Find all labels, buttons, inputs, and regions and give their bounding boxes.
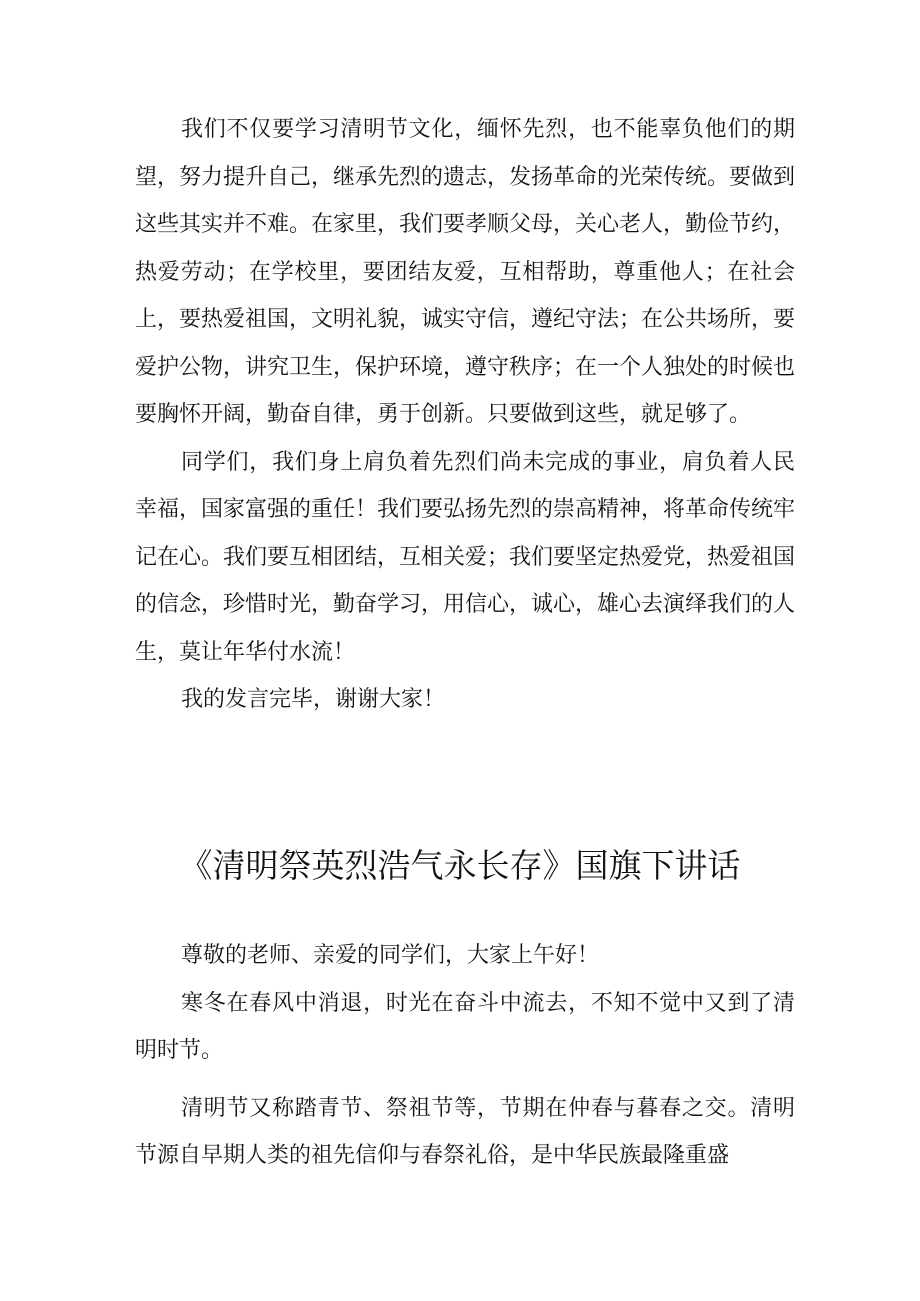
- body-paragraph-qingming-origin: 清明节又称踏青节、祭祖节等，节期在仲春与暮春之交。清明节源自早期人类的祖先信仰与春祭礼俗，是中华民族最隆重盛: [135, 1095, 795, 1168]
- speech-closing-section: [135, 106, 795, 724]
- speech-opening-section: [135, 932, 795, 1180]
- body-paragraph-shoulder-duty: 同学们，我们身上肩负着先烈们尚未完成的事业，肩负着人民幸福，国家富强的重任！我们要弘扬先烈的崇高精神，将革命传统牢记在心。我们要互相团结，互相关爱；我们要坚定热爱党，热爱祖国的信念，珍惜时光，勤奋学习，用信心，诚心，雄心去演绎我们的人生，莫让年华付水流！: [135, 449, 796, 665]
- body-paragraph-inherit-legacy: 我们不仅要学习清明节文化，缅怀先烈，也不能辜负他们的期望，努力提升自己，继承先烈的遗志，发扬革命的光荣传统。要做到这些其实并不难。在家里，我们要孝顺父母，关心老人，勤俭节约，热爱劳动；在学校里，要团结友爱，互相帮助，尊重他人；在社会上，要热爱祖国，文明礼貌，诚实守信，遵纪守法；在公共场所，要爱护公物，讲究卫生，保护环境，遵守秩序；在一个人独处的时候也要胸怀开阔，勤奋自律，勇于创新。只要做到这些，就足够了。: [135, 117, 796, 427]
- body-paragraph-qingming-arrives: 寒冬在春风中消退，时光在奋斗中流去，不知不觉中又到了清明时节。: [135, 990, 795, 1063]
- body-paragraph-closing-thanks: 我的发言完毕，谢谢大家！: [181, 687, 446, 712]
- greeting-paragraph: 尊敬的老师、亲爱的同学们，大家上午好！: [181, 943, 600, 968]
- speech-title: 《清明祭英烈浩气永长存》国旗下讲话: [179, 846, 741, 885]
